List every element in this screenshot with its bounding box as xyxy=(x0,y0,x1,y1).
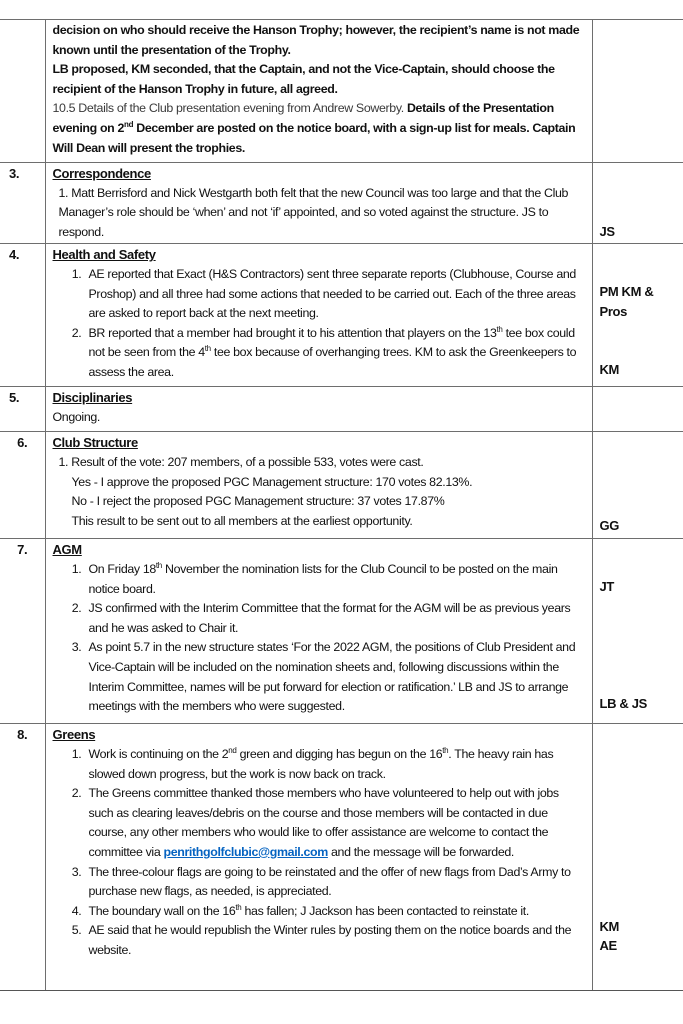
item-number: 8. xyxy=(0,724,45,991)
action-pm-km: PM KM & xyxy=(599,284,654,300)
item-body xyxy=(45,432,592,539)
hanson-trophy-text: decision on who should receive the Hanson Trophy; however, the recipient’s name is not made known until the presentation of the Trophy. xyxy=(52,23,580,57)
list-item: 5. AE said that he would republish the Winter rules by posting them on the notice boards and the website. xyxy=(85,921,586,960)
list-item: 2. The Greens committee thanked those members who have volunteered to help out with jobs such as clearing leaves/debris on the course and those members will be contacted in due course, any other members who would like to offer assistance are welcome to contact the committee via penrithgolfclubic@gmail.com and the message will be forwarded. xyxy=(85,784,586,862)
item-body xyxy=(45,387,592,432)
hanson-trophy-proposal: LB proposed, KM seconded, that the Captain, and not the Vice-Captain, should choose the recipient of the Hanson Trophy in future, all agreed. xyxy=(52,62,555,96)
item-number: 5. xyxy=(0,387,45,432)
section-heading: Disciplinaries xyxy=(52,390,133,406)
action-lb-js: LB & JS xyxy=(599,696,647,712)
minutes-table xyxy=(0,19,683,991)
email-link[interactable]: penrithgolfclubic@gmail.com xyxy=(163,844,328,859)
disciplinaries-text: Ongoing. xyxy=(52,409,100,424)
item-number: 3. xyxy=(0,163,45,244)
action-gg: GG xyxy=(599,518,620,534)
action-owner xyxy=(592,163,683,244)
action-js: JS xyxy=(599,224,615,239)
item-body xyxy=(45,163,592,244)
section-heading: Health and Safety xyxy=(52,247,156,263)
table-row-health-safety xyxy=(0,244,683,387)
action-owner xyxy=(592,539,683,724)
item-number: 7. xyxy=(0,539,45,724)
vote-distribution-note: This result to be sent out to all members at the earliest opportunity. xyxy=(71,513,413,528)
item-body xyxy=(45,244,592,387)
item-number: 4. xyxy=(0,244,45,387)
table-row-correspondence xyxy=(0,163,683,244)
agm-list xyxy=(53,560,586,717)
action-km: KM xyxy=(599,362,620,378)
vote-no-line: No - I reject the proposed PGC Management structure: 37 votes 17.87% xyxy=(71,494,445,509)
item-body xyxy=(45,20,592,163)
health-safety-list xyxy=(53,265,586,383)
action-ae: AE xyxy=(599,938,617,954)
table-row-agm xyxy=(0,539,683,724)
item-number xyxy=(0,20,45,163)
action-owner xyxy=(592,244,683,387)
section-heading: Correspondence xyxy=(52,166,151,181)
table-row-greens xyxy=(0,724,683,991)
section-heading: AGM xyxy=(52,542,82,558)
table-row-continuation xyxy=(0,20,683,163)
list-item: 1. AE reported that Exact (H&S Contractors) sent three separate reports (Clubhouse, Course and Proshop) and all three had some actions that needed to be carried out. Each of the three areas are asked to report back at the next meeting. xyxy=(85,265,586,324)
presentation-evening-text: 10.5 Details of the Club presentation evening from Andrew Sowerby. Details of the Presentation evening on 2nd December are posted on the notice board, with a sign-up list for meals. Captain Will Dean will present the trophies. xyxy=(52,101,576,155)
list-item: 4. The boundary wall on the 16th has fallen; J Jackson has been contacted to reinstate it. xyxy=(85,902,586,922)
vote-yes-line: Yes - I approve the proposed PGC Management structure: 170 votes 82.13%. xyxy=(71,474,473,489)
list-item: 1. On Friday 18th November the nomination lists for the Club Council to be posted on the main notice board. xyxy=(85,560,586,599)
item-number: 6. xyxy=(0,432,45,539)
item-body xyxy=(45,539,592,724)
action-km: KM xyxy=(599,919,620,935)
action-owner xyxy=(592,724,683,991)
action-owner xyxy=(592,20,683,163)
action-owner xyxy=(592,387,683,432)
section-heading: Club Structure xyxy=(52,435,138,451)
action-jt: JT xyxy=(599,579,614,595)
action-pros: Pros xyxy=(599,304,628,320)
list-item: 3. As point 5.7 in the new structure states ‘For the 2022 AGM, the positions of Club President and Vice-Captain will be included on the nomination sheets and, following discussions within the Interim Committee, names will be put forward for election or ratification.’ LB and JS to arrange meetings with the members who were suggested. xyxy=(85,638,586,716)
list-item: 2. JS confirmed with the Interim Committee that the format for the AGM will be as previous years and he was asked to Chair it. xyxy=(85,599,586,638)
list-item: 2. BR reported that a member had brought it to his attention that players on the 13th tee box could not be seen from the 4th tee box because of overhanging trees. KM to ask the Greenkeepers to assess the area. xyxy=(85,324,586,383)
action-owner xyxy=(592,432,683,539)
section-heading: Greens xyxy=(52,727,96,743)
vote-result-line: 1. Result of the vote: 207 members, of a possible 533, votes were cast. xyxy=(58,454,424,469)
list-item: 3. The three-colour flags are going to be reinstated and the offer of new flags from Dad’s Army to purchase new flags, as needed, is appreciated. xyxy=(85,863,586,902)
correspondence-item-1: 1. Matt Berrisford and Nick Westgarth both felt that the new Council was too large and that the Club Manager’s role should be ‘when’ and not ‘if’ appointed, and so voted against the structure. JS to respond. xyxy=(58,185,569,239)
list-item: 1. Work is continuing on the 2nd green and digging has begun on the 16th. The heavy rain has slowed down progress, but the work is now back on track. xyxy=(85,745,586,784)
item-body xyxy=(45,724,592,991)
greens-list xyxy=(53,745,586,961)
table-row-disciplinaries xyxy=(0,387,683,432)
table-row-club-structure xyxy=(0,432,683,539)
